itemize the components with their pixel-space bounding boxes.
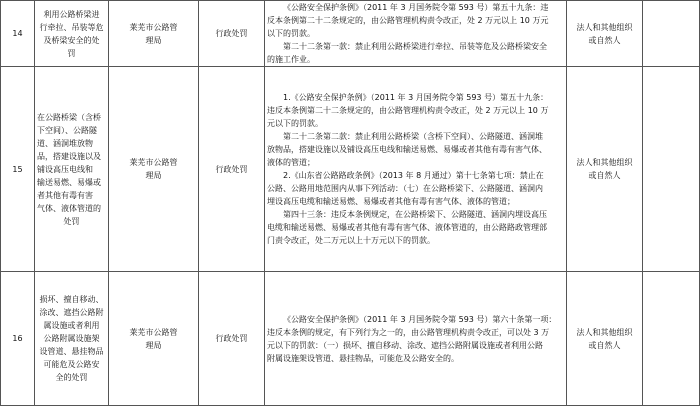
row-number: 16 (1, 272, 35, 406)
item-name: 损坏、擅自移动、 涂改、遮挡公路附 属设施或者利用 公路附属设施架 设管道、悬挂物品 可能危及公路安 全的处罚 (35, 272, 109, 406)
department: 莱芜市公路管 理局 (109, 67, 199, 272)
penalty-type: 行政处罚 (199, 1, 265, 67)
row-number: 14 (1, 1, 35, 67)
remarks-cell (643, 67, 700, 272)
department: 莱芜市公路管 理局 (109, 272, 199, 406)
remarks-cell (643, 1, 700, 67)
department: 莱芜市公路管 理局 (109, 1, 199, 67)
subject: 法人和其他组织 或自然人 (567, 272, 643, 406)
item-name: 在公路桥梁（含桥 下空间）、公路隧 道、涵洞堆放物 品，搭建设施以及 铺设高压电线和 输送易燃、易爆或 者其他有毒有害 气体、液体管道的 处罚 (35, 67, 109, 272)
row-number: 15 (1, 67, 35, 272)
legal-basis: 1.《公路安全保护条例》（2011 年 3 月国务院令第 593 号）第五十九条： 违反本条例第二十二条规定的，由公路管理机构责令改正，处 2 万元以上 10 万 元以下的罚款。 第二十二条第二款：禁止利用公路桥梁（含桥下空间）、公路隧道、涵洞堆 放物品，搭建设施以及铺设高压电线和输送易燃、易爆或者其他有毒有害气体、 液体的管道； 2.《山东省公路路政条例》（2013 年 8 月通过）第十七条第七项：禁止在 公路、公路用地范围内从事下列活动：（七）在公路桥梁下、公路隧道、涵洞内 埋设高压电缆和输送易燃、易爆或者其他有毒有害气体、液体的管道； 第四十三条：违反本条例规定，在公路桥梁下、公路隧道、涵洞内埋设高压 电缆和输送易燃、易爆或者其他有毒有害气体、液体管道的，由公路路政管理部 门责令改正，处二万元以上十万元以下的罚款。 (265, 67, 567, 272)
table-row (1, 67, 700, 272)
subject: 法人和其他组织 或自然人 (567, 1, 643, 67)
table-row (1, 1, 700, 67)
legal-basis: 《公路安全保护条例》（2011 年 3 月国务院令第 593 号）第五十九条：违 反本条例第二十二条规定的，由公路管理机构责令改正，处 2 万元以上 10 万元 以下的罚款。 第二十二条第一款：禁止利用公路桥梁进行牵拉、吊装等危及公路桥梁安全 的施工作业。 (265, 1, 567, 67)
remarks-cell (643, 272, 700, 406)
table-row (1, 272, 700, 406)
legal-basis: 《公路安全保护条例》（2011 年 3 月国务院令第 593 号）第六十条第一项： 违反本条例的规定，有下列行为之一的，由公路管理机构责令改正，可以处 3 万 元以下的罚款：（一）损坏、擅自移动、涂改、遮挡公路附属设施或者利用公路 附属设施架设管道、悬挂物品，可能危及公路安全的。 (265, 272, 567, 406)
penalty-type: 行政处罚 (199, 272, 265, 406)
item-name: 利用公路桥梁进 行牵拉、吊装等危 及桥梁安全的处 罚 (35, 1, 109, 67)
penalty-type: 行政处罚 (199, 67, 265, 272)
subject: 法人和其他组织 或自然人 (567, 67, 643, 272)
